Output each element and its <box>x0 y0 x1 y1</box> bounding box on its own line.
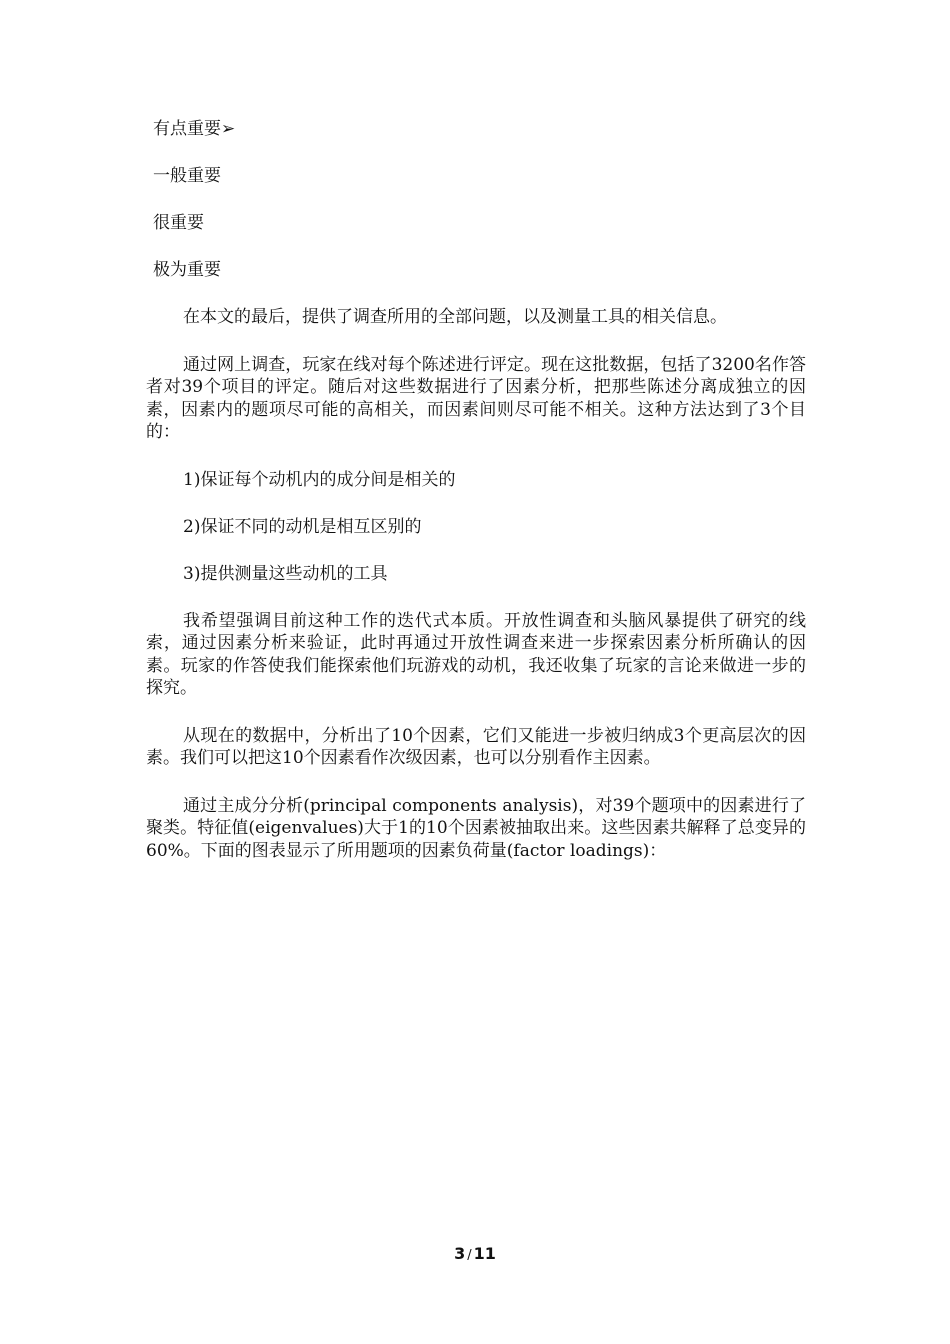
document-body <box>146 118 806 887</box>
page-number-total: 11 <box>473 1244 496 1263</box>
paragraph-ten-factors: 从现在的数据中，分析出了10个因素，它们又能进一步被归纳成3个更高层次的因素。我们可以把这10个因素看作次级因素，也可以分别看作主因素。 <box>146 725 806 768</box>
page-number <box>0 1244 950 1263</box>
list-item-purpose-2: 2)保证不同的动机是相互区别的 <box>183 516 422 537</box>
page-number-separator: / <box>467 1248 472 1263</box>
paragraph-online-survey: 通过网上调查，玩家在线对每个陈述进行评定。现在这批数据，包括了3200名作答者对39个项目的评定。随后对这些数据进行了因素分析，把那些陈述分离成独立的因素，因素内的题项尽可能的高相关，而因素间则尽可能不相关。这种方法达到了3个目的： <box>146 354 806 442</box>
paragraph-survey-appendix: 在本文的最后，提供了调查所用的全部问题，以及测量工具的相关信息。 <box>183 307 727 327</box>
option-item: 很重要 <box>153 213 204 233</box>
list-item-purpose-1: 1)保证每个动机内的成分间是相关的 <box>183 469 456 490</box>
list-item-purpose-3: 3)提供测量这些动机的工具 <box>183 563 388 584</box>
paragraph-pca: 通过主成分分析(principal components analysis)，对39个题项中的因素进行了聚类。特征值(eigenvalues)大于1的10个因素被抽取出来。这些因素共解释了总变异的 60%。下面的图表显示了所用题项的因素负荷量(factor loadings)： <box>146 795 806 861</box>
option-item: 有点重要➢ <box>153 119 236 139</box>
page-number-current: 3 <box>454 1244 466 1263</box>
option-item: 一般重要 <box>153 166 221 186</box>
option-item: 极为重要 <box>153 260 221 280</box>
paragraph-iterative-nature: 我希望强调目前这种工作的迭代式本质。开放性调查和头脑风暴提供了研究的线索，通过因素分析来验证，此时再通过开放性调查来进一步探索因素分析所确认的因素。玩家的作答使我们能探索他们玩游戏的动机，我还收集了玩家的言论来做进一步的探究。 <box>146 610 806 698</box>
